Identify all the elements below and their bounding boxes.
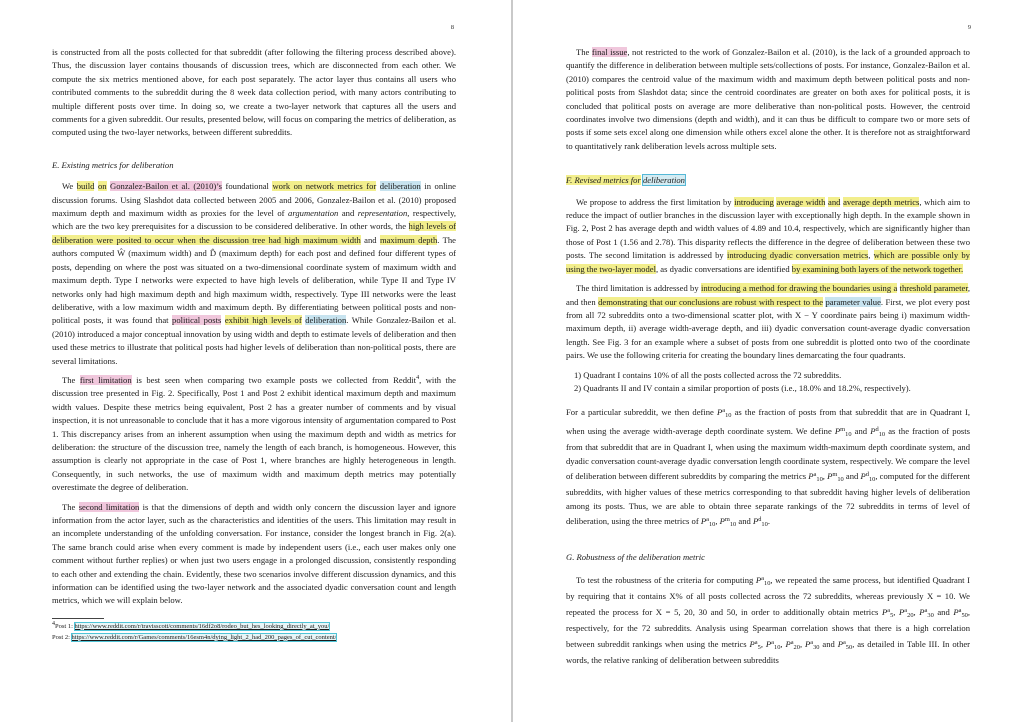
post2-link[interactable]: https://www.reddit.com/r/Games/comments/16esm4n/dying_light_2_had_200_pages_of_cut_content/ bbox=[71, 633, 337, 641]
highlight: exhibit high levels of bbox=[224, 315, 302, 326]
footnote-rule bbox=[52, 618, 104, 619]
list-item: 1) Quadrant I contains 10% of all the posts collected across the 72 subreddits. bbox=[574, 369, 842, 380]
highlight: introducing dyadic conversation metrics bbox=[726, 250, 869, 261]
page-9 bbox=[513, 0, 1024, 722]
highlight-pink: Gonzalez-Bailon et al. (2010)’s bbox=[110, 181, 222, 192]
highlight: threshold parameter bbox=[899, 283, 968, 294]
paragraph-metric-definition: For a particular subreddit, we then define $P^a_{10}$ as the fraction of posts from that subreddit that are in Quadrant I, when using the average width-average depth coordinate system. We define $P^m_{10}$ and $P^d_{10}$ as the fraction of posts from that subreddit that are in Quadrant I, when using the maximum width-maximum depth coordinate system, and dyadic conversation count-average dyadic conversation length coordinate system, respectively. We compare the level of deliberation between different subreddits by comparing the metrics $P^a_{10}$, $P^m_{10}$ and $P^d_{10}$, computed for the different subreddits, with higher values of these metrics corresponding to that subreddit having higher levels of deliberation among its posts. Thus, we are able to obtain three separate rankings of the 72 subreddits in terms of level of deliberation, using the three metrics of $P^a_{10}$, $P^m_{10}$ and $P^d_{10}$. bbox=[566, 407, 971, 529]
highlight: work on network metrics for bbox=[272, 181, 377, 192]
paragraph-existing-metrics: We build on Gonzalez-Bailon et al. (2010)’s foundational work on network metrics for deliberation in online discussion forums. Using Slashdot data collected between 2005 and 2006, Gonzalez-Bailon et al. (2010) proposed maximum depth and maximum width as proxies for the level of argumentation and representation, respectively, which are the two key prerequisites for a discussion to be considered deliberative. In other words, the high levels of deliberation were posited to occur when the discussion tree had high maximum width and maximum depth. The authors computed Ŵ (maximum width) and D̂ (maximum depth) for each post and defined four different types of posts, depending on where the post was situated on a two-dimensional coordinate system of maximum width and maximum depth. Type I networks were expected to have high levels of deliberation, while Type II and Type IV networks only had high maximum depth and high maximum width, respectively. Type III networks were the least deliberative, with a low maximum width and maximum depth. By differentiating between political posts and non-political posts, it was found that political posts exhibit high levels of deliberation. While Gonzalez-Bailon et al. (2010) introduced a major conceptual innovation by using width and depth to estimate levels of deliberation and then used these metrics to illustrate that political posts had higher levels of deliberation than non-political posts, there are several limitations. bbox=[52, 181, 456, 366]
highlight-blue: parameter value bbox=[825, 296, 881, 307]
page-8-text-column bbox=[52, 46, 456, 643]
highlight: demonstrating that our conclusions are robust with respect to the bbox=[598, 296, 824, 307]
highlight: maximum depth bbox=[379, 234, 438, 245]
footnote: $^4$Post 1: https://www.reddit.com/r/travisscott/comments/16df2o8/rodeo_but_hes_looking_directly_at_you/ Post 2: https://www.reddit.com/r/Games/comments/16esm4n/dying_light_2_had_200_pages_of_cut_content/ bbox=[52, 620, 337, 641]
post1-link[interactable]: https://www.reddit.com/r/travisscott/comments/16df2o8/rodeo_but_hes_looking_directly_at_you/ bbox=[74, 622, 330, 630]
highlight: on bbox=[97, 181, 107, 192]
paragraph-final-issue: The final issue, not restricted to the work of Gonzalez-Bailon et al. (2010), is the lack of a grounded approach to quantify the difference in deliberation between multiple sets/collections of posts. For instance, Gonzalez-Bailon et al. (2010) compares the centroid value of the maximum width and maximum depth between political posts and non-political posts from Slashdot data; since the centroid coordinates are greater on both axes for political posts, it is concluded that political posts on average are more deliberative than non-political posts. However, the centroid coordinates involve two dimensions (depth and width), and it can thus be difficult to compare two or more sets of posts if some sets excel along one dimension while others excel alone the other. It is therefore not as straightforward to quantitatively rank deliberation levels across multiple sets. bbox=[566, 47, 970, 151]
highlight: introducing a method for drawing the boundaries using a bbox=[700, 283, 898, 294]
highlight-blue: deliberation bbox=[379, 181, 421, 192]
highlight: introducing bbox=[734, 196, 774, 207]
paragraph-third-limitation: The third limitation is addressed by introducing a method for drawing the boundaries using a threshold parameter, and then demonstrating that our conclusions are robust with respect to the parameter value. First, we plot every post from all 72 subreddits onto a two-dimensional scatter plot, with X − Y coordinate pairs being i) maximum width-maximum depth, ii) average width-average depth, and iii) dyadic conversation count-average dyadic conversation length. See Fig. 3 for an example where a subset of posts from one subreddit is plotted onto two of the coordinate pairs. We use the following criteria for creating the boundary lines demarcating the four quadrants. bbox=[566, 283, 970, 361]
paragraph-robustness: To test the robustness of the criteria for computing $P^a_{10}$, we repeated the same process, but identified Quadrant I by requiring that it contains X% of all posts collected across the 72 subreddits, whereas previously X = 10. We repeated the process for X = 5, 20, 30 and 50, in order to additionally obtain metrics $P^a_5$, $P^a_{20}$, $P^a_{30}$ and $P^a_{50}$, respectively, for the 72 subreddits. Analysis using Spearman correlation shows that there is a high correlation between subreddit rankings when using the metrics $P^a_5$, $P^a_{10}$, $P^a_{20}$, $P^a_{30}$ and $P^a_{50}$, as detailed in Table III. In other words, the relative ranking of deliberation between subreddits bbox=[566, 575, 971, 666]
paragraph-first-limitation: The first limitation is best seen when comparing two example posts we collected from Reddit$^4$, with the discussion tree presented in Fig. 2. Specifically, Post 1 and Post 2 exhibit identical maximum depth and maximum width values. Despite these metrics being equivalent, Post 2 has a greater number of comments and by visual inspection, it is not unreasonable to conclude that it has a more vigorous intensity of argumentation compared to Post 1. This discrepancy arises from an inherent assumption when using the maximum depth and width as metrics for deliberation: the structure of the discussion tree, namely the length of each branch, is homogeneous. However, this assumption is clearly not appropriate in the case of Post 1, where branches are highly heterogeneous in length. Consequently, in such networks, the use of maximum width and maximum depth metrics may potentially overestimate the degree of deliberation. bbox=[52, 374, 456, 493]
highlight: build bbox=[76, 181, 95, 192]
page-8 bbox=[0, 0, 511, 722]
highlight: F. Revised metrics for bbox=[566, 175, 641, 186]
highlight-pink: final issue bbox=[591, 47, 628, 57]
highlight-pink: second limitation bbox=[78, 501, 140, 512]
highlight: high levels of deliberation were posited to occur when the discussion tree had high maximum width bbox=[52, 221, 456, 245]
section-heading-f bbox=[566, 174, 970, 187]
highlight-pink: political posts bbox=[172, 315, 222, 326]
page-number: 8 bbox=[450, 24, 454, 31]
footnote-mark: 4 bbox=[416, 375, 420, 382]
highlight-blue: deliberation bbox=[305, 315, 347, 326]
paragraph-second-limitation: The second limitation is that the dimensions of depth and width only concern the discussion layer and ignore information from the actor layer, such as the characteristics and identities of the users. This limitation may result in an incomplete understanding of the unfolding conversation. For instance, consider the longest branch in Fig. 2(a). The same branch could arise when every comment is made by independent users (i.e., each user makes only one comment without further replies) or when just two users engage in a prolonged discussion, consistently responding to each other and extending the chain. Evidently, these two scenarios involve different discussion dynamics, and this information can be identified using the two-layer network and the associated dyadic conversation count and length metrics, which we will explain below. bbox=[52, 501, 456, 606]
highlight: which are possible only by using the two-layer model bbox=[566, 250, 970, 274]
criteria-list bbox=[574, 369, 970, 396]
list-item: 2) Quadrants II and IV contain a similar proportion of posts (i.e., 18.0% and 18.2%, respectively). bbox=[574, 382, 911, 393]
highlight-blue: deliberation bbox=[642, 175, 685, 186]
page-9-text-column bbox=[566, 46, 970, 673]
page-number: 9 bbox=[967, 24, 971, 31]
highlight: by examining both layers of the network together. bbox=[791, 263, 964, 274]
highlight: and bbox=[828, 196, 841, 207]
highlight-pink: first limitation bbox=[79, 374, 132, 385]
highlight: average depth metrics bbox=[843, 196, 920, 207]
paragraph-revised-metrics: We propose to address the first limitation by introducing average width and average depth metrics, which aim to reduce the impact of outlier branches in the discussion layer with exceptionally high depth. In the example shown in Fig. 2, Post 2 has average depth and width values of 4.89 and 10.4, respectively, which are significantly higher than those of Post 1 (1.56 and 2.78). This disparity reflects the difference in the degree of deliberation between these two posts. The second limitation is addressed by introducing dyadic conversation metrics, which are possible only by using the two-layer model, as dyadic conversations are identified by examining both layers of the network together. bbox=[566, 196, 970, 274]
highlight: average width bbox=[776, 196, 826, 207]
section-heading-g: G. Robustness of the deliberation metric bbox=[566, 551, 705, 562]
section-heading-e: E. Existing metrics for deliberation bbox=[52, 159, 174, 170]
paragraph-intro: is constructed from all the posts collected for that subreddit (after following the filtering process described above). Thus, the discussion layer contains thousands of discussion trees, which are disconnected from each other. We compute the six metrics mentioned above, for each post separately. The actor layer thus contains all users who contributed comments to the subreddit during the 8 week data collection period, with many actors contributing to multiple different posts over time. In doing so, we create a two-layer network that captures all the users and comments for a given subreddit. Our results, presented below, will focus on comparing the metrics of deliberation, as computed using the two-layer networks, between different subreddits. bbox=[52, 47, 456, 138]
